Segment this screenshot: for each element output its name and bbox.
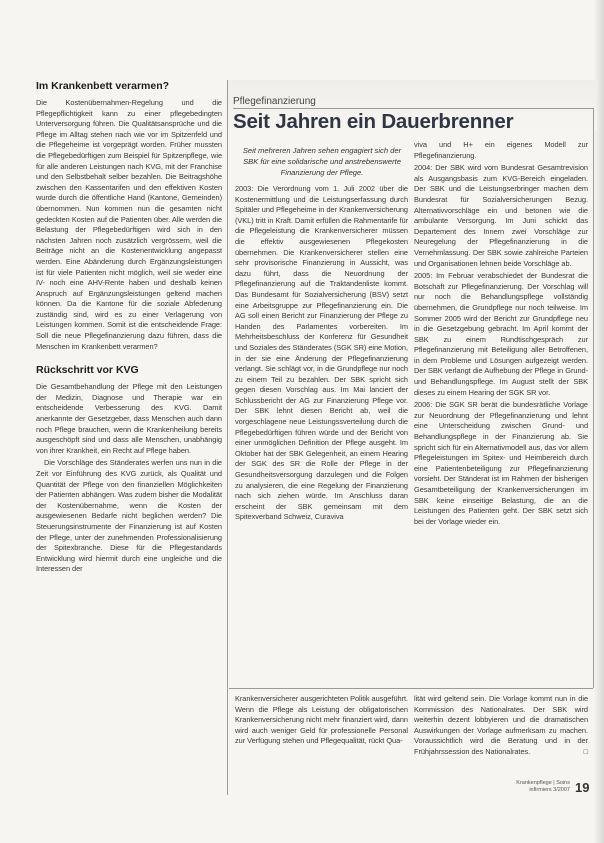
kicker-underline (233, 108, 593, 109)
bottom-right-paragraph (414, 694, 588, 758)
article-headline: Seit Jahren ein Dauerbrenner (233, 110, 514, 133)
footer-info (480, 780, 570, 794)
right-paragraph-4: 2006: Die SGK SR berät die bundesrätliche Vorlage zur Neuordnung der Pflegefinanzierung und lehnt eine Unterscheidung zwischen Grund- und Behandlungspflege in der Finanzierung ab. Sie spricht sich für ein Alternativmodell aus, das vor allem Pflegeleistungen im Spitex- und Heimbereich durch eine Patientenbeteiligung zur Pflegefinanzierung vorsieht. Der Ständerat ist im Rahmen der bisherigen Gesamtbeteiligung der Krankenversicherungen im SBK keine einseitige Belastung, die an die Leistungen des Patienten geht. Der SBK setzt sich bei der Vorlage wieder ein. (414, 400, 588, 526)
footer-line-2: infirmiers 3/2007 (529, 787, 570, 793)
page-number: 19 (575, 780, 590, 795)
end-mark: □ (583, 746, 588, 756)
footer-line-1: Krankenpflege | Soins (516, 780, 570, 786)
box-right-rule (593, 108, 594, 688)
middle-column (235, 184, 408, 525)
bottom-right-column (414, 694, 588, 760)
left-paragraph-1: Die Kostenübernahmen-Regelung und die Pflegepflichtigkeit kann zu einer pflegebedingten Unterversorgung führen. Die Qualitätsansprüche und die Pflege im Alltag stehen nach wie vor im Spitzenfeld und die Pflegeheime ist vorgeprägt worden. Früher mussten die Pflegebedürftigen zum Beispiel für Spitzenpflege, wie für alle anderen Leistungen nach KVG, mit der Franchise und den Selbstbehalt selber bezahlen. Die Beitragshöhe zwischen den Kassentarifen und den effektiven Kosten wurde durch die öffentliche Hand (Kantone, Gemeinden) übernommen. Nun kommen nun die gesamten nicht gedeckten Kosten auf die Patienten über. Alle werden die Belastung der Pflegebedürftigen wird sich in den nächsten Jahren noch zusätzlich vergrössern, weil die Beiträge nicht an die Kostenentwicklung angepasst werden. Eine Abänderung durch Ergänzungsleistungen ist für viele Patienten nicht möglich, weil sie weder eine IV- noch eine AHV-Rente haben und deshalb keinen Anspruch auf Ergänzungsleistungen geltend machen können. Da die Kantone für die soziale Abfederung zuständig sind, wird es zu einer Verlagerung von Leistungen kommen. Somit ist die entscheidende Frage: Soll die neue Pflegefinanzierung dazu führen, dass die Menschen im Krankenbett verarmen? (36, 98, 222, 351)
bottom-middle-column (235, 694, 408, 749)
right-paragraph-1: viva und H+ ein eigenes Modell zur Pflegefinanzierung. (414, 140, 588, 160)
left-paragraph-2: Die Gesamtbehandlung der Pflege mit den Leistungen der Medizin, Diagnose und Therapie war ein entscheidende Verbesserung des KVG. Damit anerkannte der Gesetzgeber, dass Menschen auch dann noch Pflege brauchen, wenn die Krankenheilung bereits ausgeschöpft sind und dass alle Menschen, unabhängig von ihrer Krankheit, ein Recht auf Pflege haben. (36, 382, 222, 455)
right-column (414, 140, 588, 529)
left-column (36, 80, 222, 577)
left-heading-1: Im Krankenbett verarmen? (36, 80, 170, 92)
right-paragraph-3: 2005: Im Februar verabschiedet der Bundesrat die Botschaft zur Pflegefinanzierung. Der Vorschlag will nur noch die Behandlungspflege vollständig übernehmen, die Grundpflege nur noch teilweise. Im Sommer 2005 wird der Bericht zur Grundpflege neu in die Gesetzgebung gebracht. Im April kommt der SBK zu einem Rundtischgespräch zur Pflegefinanzierung mit Beteiligung aller Betroffenen, in dem Probleme und Lösungen aufgezeigt werden. Der SBK verlangt die Aufhebung der Pflege in Grund- und Behandlungspflege. Im August stellt der SBK dieses zu einem Hearing der SGK SR vor. (414, 271, 588, 397)
left-heading-2: Rückschritt vor KVG (36, 364, 139, 377)
article-kicker: Pflegefinanzierung (233, 96, 316, 107)
box-bottom-rule (229, 688, 593, 689)
column-divider (227, 80, 228, 795)
bottom-right-text: lität wird geltend sein. Die Vorlage kommt nun in die Kommission des Nationalrates. Der SBK wird weiterhin dezent lobbyieren und die dramatischen Auswirkungen der Vorlage aufmerksam zu machen. Voraussichtlich wird die Beratung und in der Frühjahrssession des Nationalrates. (414, 694, 588, 756)
right-paragraph-2: 2004: Der SBK wird vom Bundesrat Gesamtrevision als Ausgangsbasis zum KVG-Bereich eingeladen. Der SBK und die Leistungserbringer machen dem Bundesrat für Sozialversicherungen Bezug. Alternativvorschläge ein und betonen wie die ambulante Versorgung. Im Juni schickt das Departement des Innern zwei Vorschläge zur Neuregelung der Pflegefinanzierung in die Vernehmlassung. Der SBK sowie zahlreiche Parteien und Organisationen lehnen beide Vorschläge ab. (414, 163, 588, 268)
left-paragraph-3: Die Vorschläge des Ständerates werfen uns nun in die Zeit vor Einführung des KVG zurück, als Qualität und Quantität der Pflege von den finanziellen Möglichkeiten der Patienten abhängen. Was zudem bisher die Modalität der Kostenübernahme, wenn die Kosten der ausgewiesenen Bedarfe nicht beglichen werden? Die Steuerungsinstrumente der Finanzierung ist auf Kosten der Pflege, unter der zunehmenden Professionalisierung der Spitexbranche. Diese für die Pflegestandards Entwicklung wird hiermit durch eine ungleiche und die Interessen der (36, 458, 222, 574)
article-intro: Seit mehreren Jahren sehen engagiert sich der SBK für eine solidarische und anstrebenswerte Finanzierung der Pflege. (242, 146, 402, 177)
mid-paragraph-1: 2003: Die Verordnung vom 1. Juli 2002 über die Kostenermittlung und die Leistungserfassung durch Spitäler und Pflegeheime in der Krankenversicherung (VKL) tritt in Kraft. Damit erfüllen die Rahmentarife für die Pflegeleistung die Krankenversicherer müssen die effektiv ausgewiesenen Pflegekosten übernehmen. Die Krankenversicherer stellen eine sehr provisorische Finanzierung in Aussicht, was dazu führt, dass die Neuordnung der Pflegefinanzierung auf die Traktandenliste kommt. Das Bundesamt für Sozialversicherung (BSV) setzt eine Arbeitsgruppe zur Pflegefinanzierung ein. Die AG soll einen Bericht zur Finanzierung der Pflege zu Handen des Parlamentes vorbereiten. Im Mehrheitsbeschluss der Konferenz für Gesundheit und Soziales des Ständerates (SGK SR) eine Motion, in der sie eine Änderung der Pflegefinanzierung verlangt. Sie schlägt vor, in die Grundpflege nur noch zu einem Teil zu bezahlen. Der SBK spricht sich gegen diesen Vorschlag aus. Im Mai lanciert der Schlussbericht der AG zur Finanzierung Pflege vor. Der SBK lehnt diesen Bericht ab, weil die vorgeschlagene neue Leistungssverteilung durch die Pflegebedürftigen führen würde und der Bericht von einer unmöglichen Definition der Pflege ausgeht. Im Oktober hat der SBK Gelegenheit, an einem Hearing der SGK des SR die Rolle der Pflege in der Gesundheitsversorgung darzulegen und die Folgen zu analysieren, die eine Regelung der Finanzierung nach sich ziehen würde. Im Anschluss daran erscheint der SBK gemeinsam mit dem Spitexverband Schweiz, Curaviva (235, 184, 408, 522)
bottom-mid-paragraph: Krankenversicherer ausgerichteten Politik ausgeführt. Wenn die Pflege als Leistung der obligatorischen Krankenversicherung nicht mehr finanziert wird, dann wird auch weniger Geld für professionelle Personal zur Verfügung stehen und Pflegequalität, rückt Qua- (235, 694, 408, 746)
